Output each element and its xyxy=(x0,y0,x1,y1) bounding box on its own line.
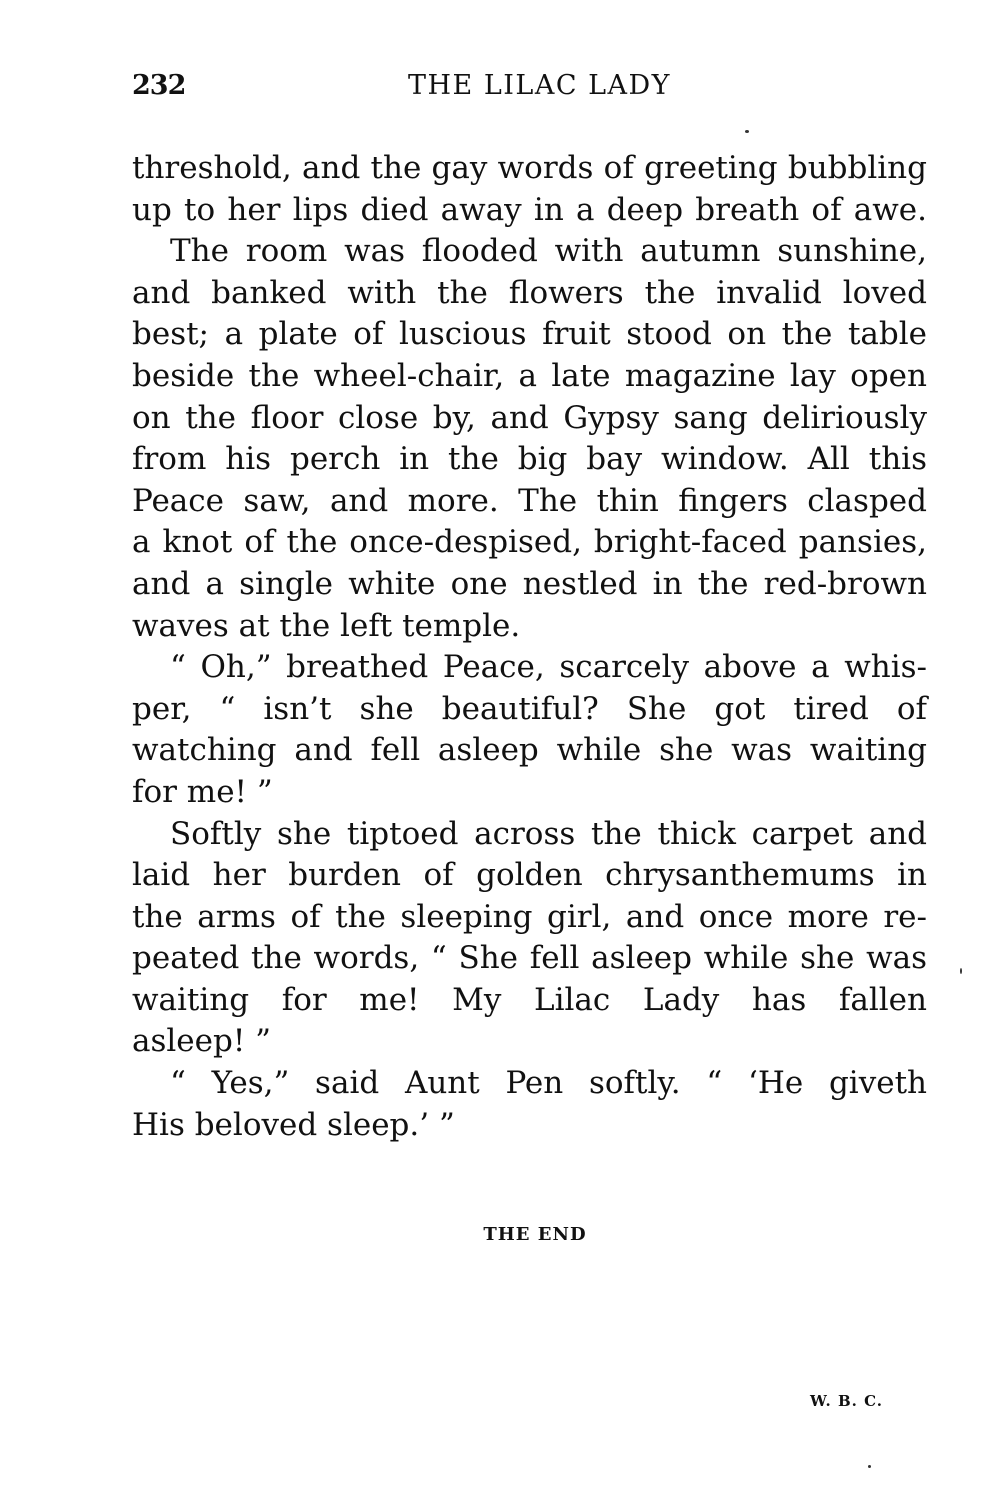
text-line: Peace saw, and more. The thin fingers clasped xyxy=(132,482,927,519)
text-line: waves at the left temple. xyxy=(132,607,521,644)
text-line: up to her lips died away in a deep breath of awe. xyxy=(132,191,927,228)
book-title: THE LILAC LADY xyxy=(407,70,671,101)
text-line: The room was flooded with autumn sunshine, xyxy=(170,233,927,270)
text-line: asleep! ” xyxy=(132,1023,272,1060)
text-line: waiting for me! My Lilac Lady has fallen xyxy=(132,981,927,1018)
text-line: “ Oh,” breathed Peace, scarcely above a whis- xyxy=(170,649,927,686)
text-line: and banked with the flowers the invalid loved xyxy=(132,274,927,311)
text-line: for me! ” xyxy=(132,773,273,810)
printer-initials: W. B. C. xyxy=(810,1392,883,1410)
text-line: “ Yes,” said Aunt Pen softly. “ ‘He giveth xyxy=(170,1065,927,1102)
text-line: a knot of the once-despised, bright-faced pansies, xyxy=(132,524,927,561)
text-line: threshold, and the gay words of greeting bubbling xyxy=(132,150,927,186)
scan-speck xyxy=(745,130,749,133)
text-line: and a single white one nestled in the red-brown xyxy=(132,565,927,602)
text-line: the arms of the sleeping girl, and once more re- xyxy=(132,898,927,935)
end-mark xyxy=(0,1224,1000,1245)
text-line: Softly she tiptoed across the thick carpet and xyxy=(170,815,927,852)
text-line: per, “ isn’t she beautiful? She got tired of xyxy=(132,690,927,727)
text-line: His beloved sleep.’ ” xyxy=(132,1106,455,1143)
text-line: best; a plate of luscious fruit stood on the table xyxy=(132,316,927,353)
text-line: beside the wheel-chair, a late magazine lay open xyxy=(132,357,927,394)
text-line: peated the words, “ She fell asleep while she was xyxy=(132,940,927,977)
scan-speck xyxy=(960,968,962,974)
page-number: 232 xyxy=(132,70,186,101)
text-line: laid her burden of golden chrysanthemums in xyxy=(132,857,927,894)
text-line: watching and fell asleep while she was waiting xyxy=(132,732,927,769)
end-mark-text: THE END xyxy=(483,1224,587,1245)
text-line: on the floor close by, and Gypsy sang deliriously xyxy=(132,399,927,436)
text-line: from his perch in the big bay window. All this xyxy=(132,441,927,478)
running-head xyxy=(132,70,927,110)
body-text xyxy=(132,148,927,1146)
scan-speck xyxy=(868,1465,871,1468)
